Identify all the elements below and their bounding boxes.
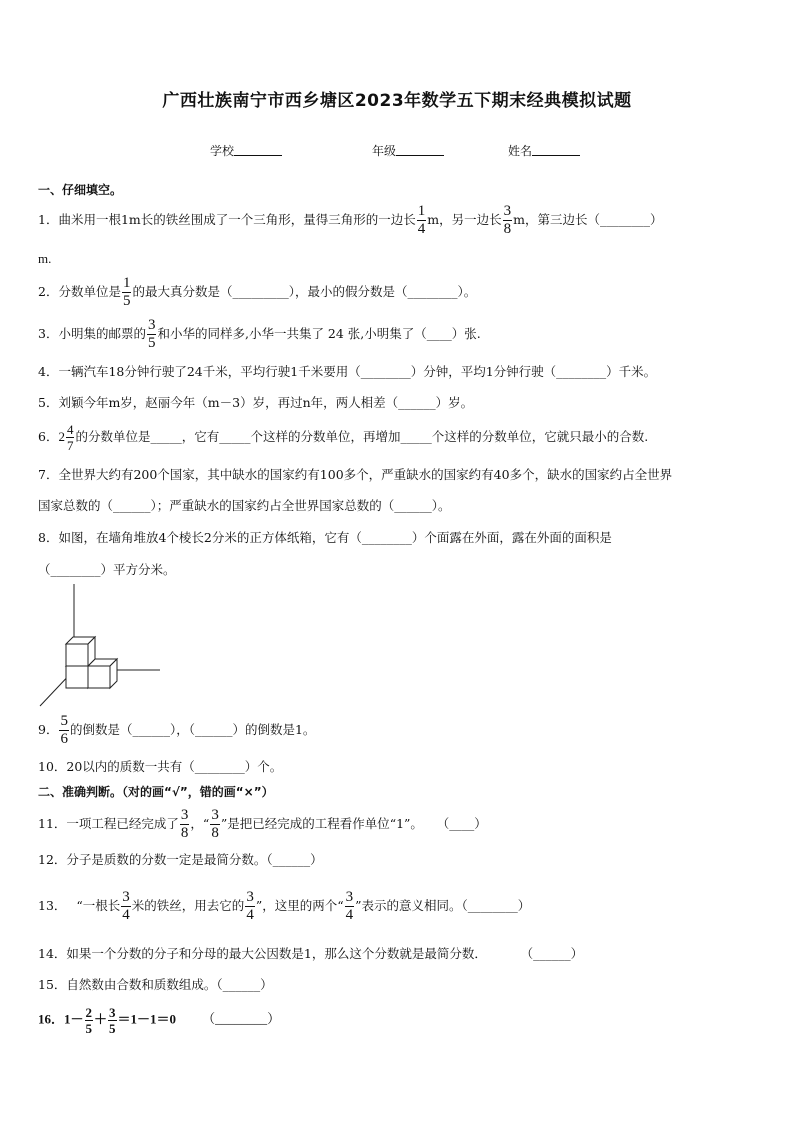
- fraction: $\frac{3}{8}$: [211, 807, 219, 841]
- question-16: 16．1－ $\frac{2}{5}$ ＋ $\frac{3}{5}$ ＝1－1＝0 （________）: [38, 1005, 281, 1036]
- cube-top: [66, 637, 95, 666]
- question-8-line-2: （________）平方分米。: [38, 562, 176, 577]
- page-title: 广西壮族南宁市西乡塘区2023年数学五下期末经典模拟试题: [162, 91, 632, 111]
- name-blank[interactable]: [532, 143, 580, 156]
- cube-bottom-right: [88, 659, 117, 688]
- section-2-heading: 二、准确判断。（对的画“√”，错的画“×”）: [38, 785, 274, 799]
- question-1-continued: m.: [38, 251, 52, 266]
- question-5: 5．刘颖今年m岁，赵丽今年（m－3）岁，再过n年，两人相差（______）岁。: [38, 395, 474, 410]
- question-1: 1．曲米用一根1m长的铁丝围成了一个三角形，量得三角形的一边长 $\frac{1}{4}$ m，另一边长 $\frac{3}{8}$ m，第三边长（________）: [38, 203, 663, 237]
- question-14: 14．如果一个分数的分子和分母的最大公因数是1，那么这个分数就是最简分数． （______）: [38, 946, 584, 961]
- question-8-line-1: 8．如图，在墙角堆放4个棱长2分米的正方体纸箱，它有（________）个面露在外面，露在外面的面积是: [38, 530, 612, 545]
- question-12: 12．分子是质数的分数一定是最简分数。（______）: [38, 852, 323, 867]
- fraction: $\frac{3}{4}$: [246, 889, 254, 923]
- grade-blank[interactable]: [396, 143, 444, 156]
- question-4: 4．一辆汽车18分钟行驶了24千米，平均行驶1千米要用（________）分钟，平均1分钟行驶（________）千米。: [38, 364, 657, 379]
- question-15: 15．自然数由合数和质数组成。（______）: [38, 977, 273, 992]
- question-7-line-1: 7．全世界大约有200个国家，其中缺水的国家约有100多个，严重缺水的国家约有40多个，缺水的国家约占全世界: [38, 467, 673, 482]
- fraction: $\frac{1}{4}$: [417, 203, 426, 237]
- question-7-line-2: 国家总数的（______）；严重缺水的国家约占全世界国家总数的（______）。: [38, 498, 451, 513]
- fraction: $\frac{4}{7}$: [66, 422, 74, 453]
- question-9: 9． $\frac{5}{6}$ 的倒数是（______），（______）的倒数是1。: [38, 713, 316, 747]
- question-2: 2．分数单位是 $\frac{1}{5}$ 的最大真分数是（_________），最小的假分数是（________）。: [38, 275, 477, 309]
- fraction: $\frac{5}{6}$: [60, 713, 68, 747]
- stacked-cubes-figure: [36, 584, 166, 710]
- fraction: $\frac{3}{8}$: [503, 203, 512, 237]
- question-11: 11．一项工程已经完成了 $\frac{3}{8}$ ，“ $\frac{3}{8}$ ”是把已经完成的工程看作单位“1”。 （____）: [38, 807, 487, 841]
- question-10: 10．20以内的质数一共有（________）个。: [38, 759, 283, 774]
- question-3: 3．小明集的邮票的 $\frac{3}{5}$ 和小华的同样多,小华一共集了 24 张,小明集了（____）张.: [38, 317, 481, 351]
- fraction: $\frac{3}{4}$: [345, 889, 354, 923]
- school-blank[interactable]: [234, 143, 282, 156]
- question-6: 6．2 $\frac{4}{7}$ 的分数单位是_____，它有_____个这样的分数单位，再增加_____个这样的分数单位，它就只最小的合数.: [38, 422, 649, 453]
- section-1-heading: 一、仔细填空。: [38, 183, 123, 197]
- fraction: $\frac{3}{4}$: [122, 889, 130, 923]
- fraction: $\frac{3}{5}$: [109, 1005, 116, 1036]
- name-field: 姓名: [508, 142, 580, 159]
- grade-field: 年级: [372, 142, 444, 159]
- fraction: $\frac{3}{8}$: [180, 807, 189, 841]
- fraction: $\frac{3}{5}$: [147, 317, 156, 351]
- fraction: $\frac{1}{5}$: [122, 275, 131, 309]
- fraction: $\frac{2}{5}$: [85, 1005, 93, 1036]
- school-field: 学校: [210, 142, 282, 159]
- question-13: 13． “一根长 $\frac{3}{4}$ 米的铁丝，用去它的 $\frac{3}{4}$ ”，这里的两个“ $\frac{3}{4}$ ”表示的意义相同。（________）: [38, 889, 531, 923]
